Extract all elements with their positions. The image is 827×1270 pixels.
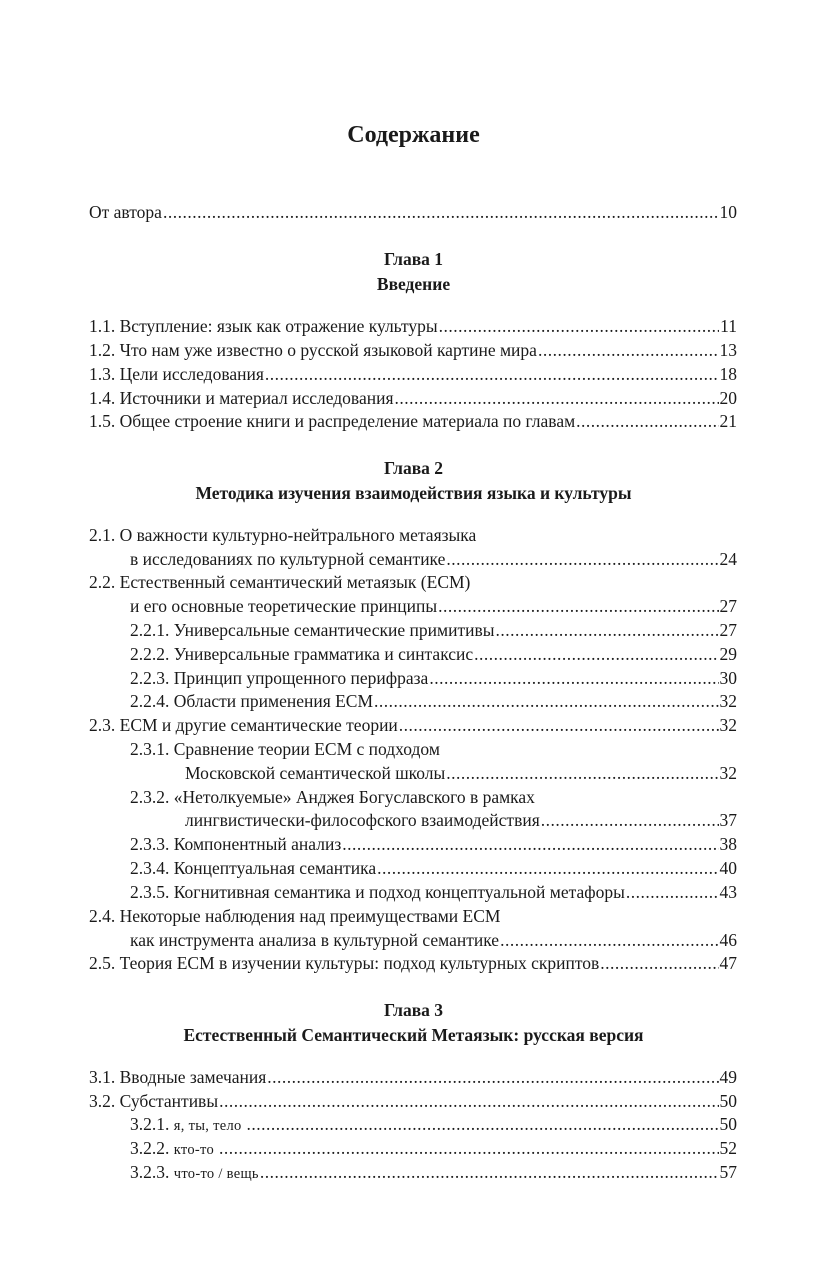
toc-entry-text: 1.2. Что нам уже известно о русской языковой картине мира — [89, 340, 537, 360]
toc-entry-text: 1.4. Источники и материал исследования — [89, 388, 394, 408]
toc-page-number: 43 — [719, 882, 737, 902]
toc-entry-1-3[interactable] — [89, 362, 737, 386]
toc-entry-2-3-2-line1[interactable]: 2.3.2. «Нетолкуемые» Анджея Богуславского в рамках — [130, 787, 535, 807]
page-title: Содержание — [347, 122, 480, 148]
toc-page-number: 10 — [719, 202, 737, 222]
toc-entry-2-2-1[interactable] — [130, 618, 737, 642]
toc-entry-2-3-3[interactable] — [130, 832, 737, 856]
toc-entry-3-1[interactable] — [89, 1065, 737, 1089]
toc-page-number: 50 — [719, 1091, 737, 1111]
toc-page-number: 13 — [719, 340, 737, 360]
toc-entry-text: что-то / вещь — [173, 1166, 259, 1182]
toc-entry-2-3-4[interactable] — [130, 856, 737, 880]
leader-dots — [495, 618, 718, 642]
leader-dots — [163, 200, 719, 224]
toc-entry-text: От автора — [89, 202, 162, 222]
toc-entry-text: как инструмента анализа в культурной семантике — [130, 930, 500, 950]
toc-entry-text: 2.3.4. Концептуальная семантика — [130, 858, 377, 878]
toc-page-number: 46 — [719, 930, 737, 950]
toc-entry-text: 3.2. Субстантивы — [89, 1091, 219, 1111]
toc-entry-2-3[interactable] — [89, 713, 737, 737]
leader-dots — [446, 761, 718, 785]
toc-entry-number: 3.2.1. — [130, 1114, 174, 1134]
toc-entry-2-2-line1[interactable]: 2.2. Естественный семантический метаязык (ЕСМ) — [89, 572, 471, 592]
toc-page-number: 11 — [720, 316, 737, 336]
toc-entry-2-3-1-line1[interactable]: 2.3.1. Сравнение теории ЕСМ с подходом — [130, 739, 440, 759]
leader-dots — [219, 1089, 718, 1113]
chapter-3-label: Глава 3 — [383, 1000, 444, 1020]
leader-dots — [538, 338, 719, 362]
toc-entry-text: 2.2.2. Универсальные грамматика и синтаксис — [130, 644, 474, 664]
leader-dots — [219, 1136, 719, 1160]
toc-entry-1-4[interactable] — [89, 386, 737, 410]
toc-entry-number: 3.2.2. — [130, 1138, 174, 1158]
toc-page-number: 50 — [719, 1114, 737, 1134]
toc-entry-2-5[interactable] — [89, 951, 737, 975]
leader-dots — [399, 713, 719, 737]
chapter-3-title: Естественный Семантический Метаязык: русская версия — [183, 1025, 644, 1045]
toc-entry-text: и его основные теоретические принципы — [130, 596, 438, 616]
toc-page-number: 38 — [719, 834, 737, 854]
toc-entry-1-2[interactable] — [89, 338, 737, 362]
toc-entry-3-2-2[interactable] — [130, 1136, 737, 1160]
toc-page-number: 30 — [719, 668, 737, 688]
leader-dots — [374, 689, 718, 713]
toc-page-number: 32 — [719, 691, 737, 711]
leader-dots — [576, 409, 718, 433]
toc-entry-text: 2.2.3. Принцип упрощенного перифраза — [130, 668, 429, 688]
toc-page-number: 57 — [719, 1162, 737, 1182]
toc-entry-text: в исследованиях по культурной семантике — [130, 549, 446, 569]
toc-entry-2-3-5[interactable] — [130, 880, 737, 904]
leader-dots — [500, 928, 718, 952]
toc-page-number: 52 — [719, 1138, 737, 1158]
toc-entry-2-2-4[interactable] — [130, 689, 737, 713]
toc-entry-text: 2.3.5. Когнитивная семантика и подход концептуальной метафоры — [130, 882, 625, 902]
toc-page-number: 18 — [719, 364, 737, 384]
toc-entry-text: 2.5. Теория ЕСМ в изучении культуры: подход культурных скриптов — [89, 953, 600, 973]
toc-page-number: 27 — [719, 596, 737, 616]
toc-entry-text: кто-то — [173, 1142, 218, 1158]
toc-entry-2-4-line1[interactable]: 2.4. Некоторые наблюдения над преимуществами ЕСМ — [89, 906, 501, 926]
toc-page-number: 32 — [719, 763, 737, 783]
chapter-1-label: Глава 1 — [383, 249, 444, 269]
toc-entry-3-2-3[interactable] — [130, 1160, 737, 1184]
toc-page-number: 21 — [719, 411, 737, 431]
toc-entry-text: 1.3. Цели исследования — [89, 364, 264, 384]
chapter-1-title: Введение — [376, 274, 451, 294]
leader-dots — [438, 594, 718, 618]
leader-dots — [246, 1112, 718, 1136]
toc-entry-text: 2.2.4. Области применения ЕСМ — [130, 691, 374, 711]
toc-entry-text: 2.3.3. Компонентный анализ — [130, 834, 342, 854]
toc-page-number: 47 — [719, 953, 737, 973]
leader-dots — [395, 386, 719, 410]
leader-dots — [446, 547, 718, 571]
toc-page-number: 24 — [719, 549, 737, 569]
leader-dots — [265, 362, 719, 386]
leader-dots — [541, 808, 719, 832]
toc-entry-text: 3.1. Вводные замечания — [89, 1067, 267, 1087]
chapter-2-label: Глава 2 — [383, 458, 444, 478]
leader-dots — [600, 951, 718, 975]
toc-entry-text: 2.3. ЕСМ и другие семантические теории — [89, 715, 398, 735]
toc-entry-3-2[interactable] — [89, 1089, 737, 1113]
toc-entry-text: 2.2.1. Универсальные семантические примитивы — [130, 620, 495, 640]
chapter-2-title: Методика изучения взаимодействия языка и культуры — [195, 483, 632, 503]
toc-entry-2-2-2[interactable] — [130, 642, 737, 666]
toc-entry-text: Московской семантической школы — [185, 763, 446, 783]
toc-page-number: 27 — [719, 620, 737, 640]
toc-entry-3-2-1[interactable] — [130, 1112, 737, 1136]
leader-dots — [377, 856, 718, 880]
toc-entry-text: я, ты, тело — [173, 1118, 246, 1134]
toc-entry-1-5[interactable] — [89, 409, 737, 433]
leader-dots — [260, 1160, 719, 1184]
toc-page-number: 49 — [719, 1067, 737, 1087]
leader-dots — [626, 880, 719, 904]
leader-dots — [342, 832, 718, 856]
toc-entry-2-3-2[interactable] — [185, 808, 737, 832]
toc-entry-2-2[interactable] — [130, 594, 737, 618]
leader-dots — [267, 1065, 718, 1089]
toc-page-number: 32 — [719, 715, 737, 735]
leader-dots — [429, 666, 718, 690]
toc-entry-2-4[interactable] — [130, 928, 737, 952]
toc-entry-text: 1.1. Вступление: язык как отражение культуры — [89, 316, 438, 336]
leader-dots — [439, 314, 719, 338]
toc-page-number: 37 — [719, 810, 737, 830]
toc-entry-2-1[interactable] — [130, 547, 737, 571]
toc-entry-1-1[interactable] — [89, 314, 737, 338]
toc-entry-2-2-3[interactable] — [130, 666, 737, 690]
toc-entry-2-1-line1[interactable]: 2.1. О важности культурно-нейтрального метаязыка — [89, 525, 477, 545]
toc-entry-number: 3.2.3. — [130, 1162, 174, 1182]
toc-entry-text: 1.5. Общее строение книги и распределение материала по главам — [89, 411, 576, 431]
toc-page-number: 29 — [719, 644, 737, 664]
toc-page-number: 40 — [719, 858, 737, 878]
toc-entry-preface[interactable] — [89, 200, 737, 224]
leader-dots — [474, 642, 718, 666]
toc-entry-text: лингвистически-философского взаимодействия — [185, 810, 540, 830]
toc-entry-2-3-1[interactable] — [185, 761, 737, 785]
toc-page-number: 20 — [719, 388, 737, 408]
